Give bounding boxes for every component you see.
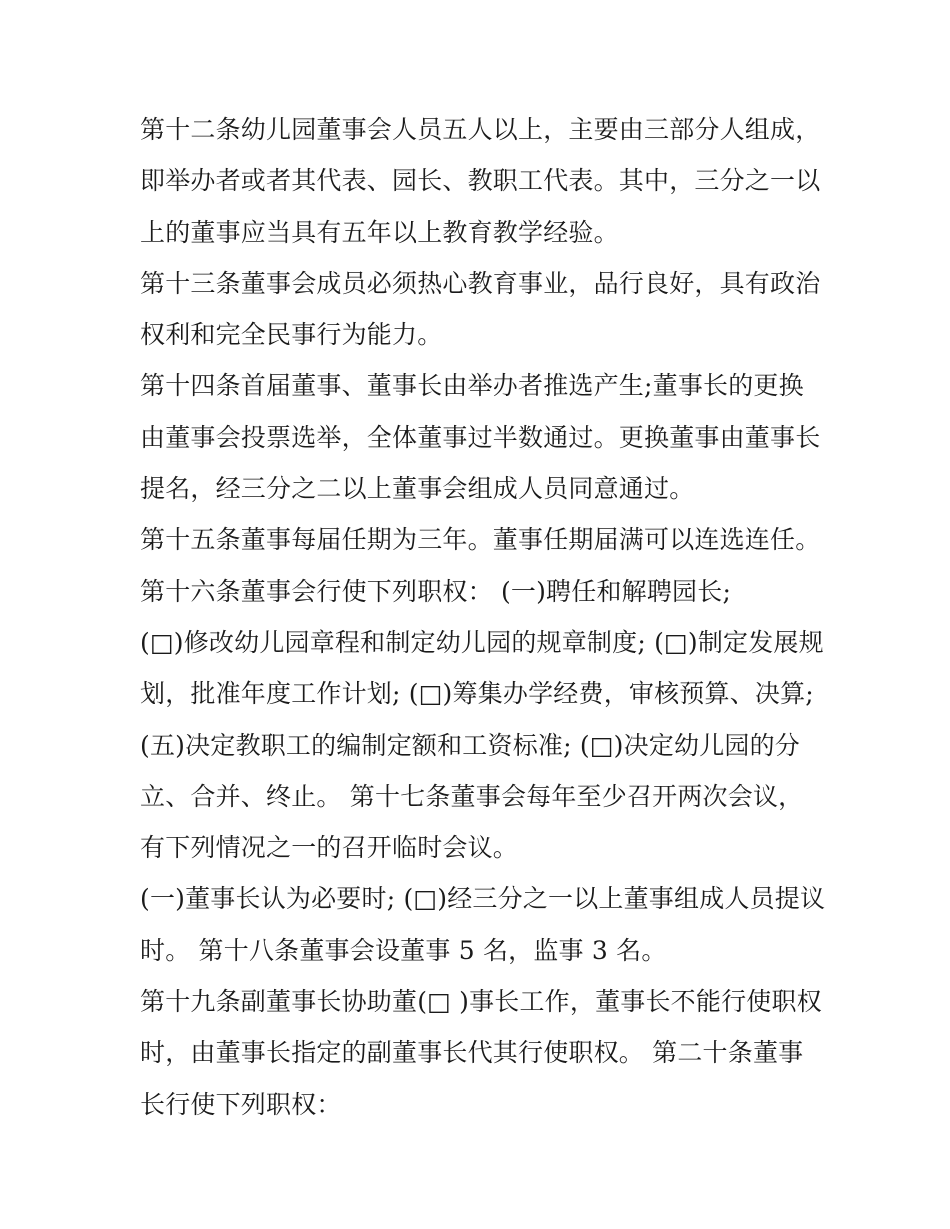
text-line: 即举办者或者其代表、园长、教职工代表。其中，三分之一以 xyxy=(140,166,821,196)
text-line: 由董事会投票选举，全体董事过半数通过。更换董事由董事长 xyxy=(140,422,821,452)
text-line: 权利和完全民事行为能力。 xyxy=(140,320,443,350)
text-line: 有下列情况之一的召开临时会议。 xyxy=(140,833,519,863)
text-line: 划，批准年度工作计划; (□)筹集办学经费，审核预算、决算; xyxy=(140,679,814,709)
text-line: 提名，经三分之二以上董事会组成人员同意通过。 xyxy=(140,474,695,504)
text-line: (一)董事长认为必要时; (□)经三分之一以上董事组成人员提议 xyxy=(140,884,826,914)
document-body xyxy=(140,104,830,1130)
text-line: 第十四条首届董事、董事长由举办者推选产生;董事长的更换 xyxy=(140,371,804,401)
text-line: (□)修改幼儿园章程和制定幼儿园的规章制度; (□)制定发展规 xyxy=(140,627,824,657)
text-line: 时，由董事长指定的副董事长代其行使职权。 第二十条董事 xyxy=(140,1038,804,1068)
text-line: 第十六条董事会行使下列职权： (一)聘任和解聘园长; xyxy=(140,576,732,606)
text-line: 上的董事应当具有五年以上教育教学经验。 xyxy=(140,217,619,247)
text-line: 立、合并、终止。 第十七条董事会每年至少召开两次会议， xyxy=(140,781,804,811)
text-line: 第十三条董事会成员必须热心教育事业，品行良好，具有政治 xyxy=(140,268,821,298)
text-line: 第十五条董事每届任期为三年。董事任期届满可以连选连任。 xyxy=(140,525,821,555)
text-line: 第十九条副董事长协助董(□ )事长工作，董事长不能行使职权 xyxy=(140,987,822,1017)
text-line: 长行使下列职权： xyxy=(140,1089,342,1119)
text-line: 时。 第十八条董事会设董事 5 名，监事 3 名。 xyxy=(140,935,667,965)
text-line: 第十二条幼儿园董事会人员五人以上，主要由三部分人组成， xyxy=(140,115,821,144)
text-line: (五)决定教职工的编制定额和工资标准; (□)决定幼儿园的分 xyxy=(140,730,801,760)
